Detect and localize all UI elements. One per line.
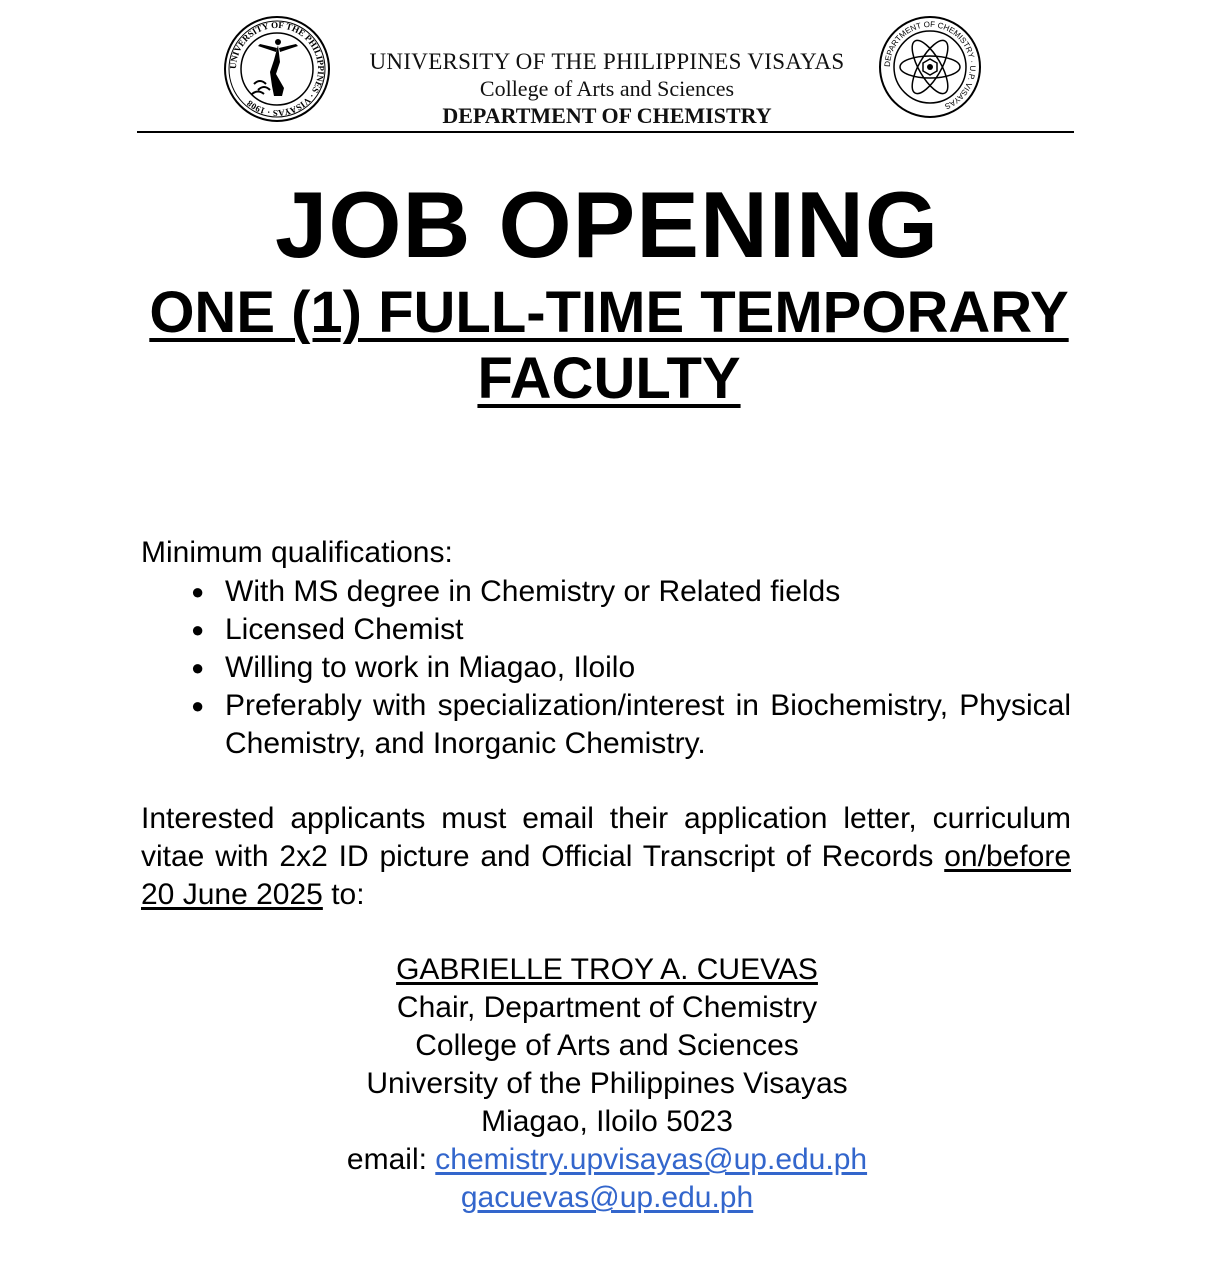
right-seal-text: DEPARTMENT OF CHEMISTRY · U.P. VISAYAS <box>882 19 978 111</box>
email-link-department[interactable]: chemistry.upvisayas@up.edu.ph <box>435 1143 868 1176</box>
contact-name: GABRIELLE TROY A. CUEVAS <box>396 953 818 986</box>
letterhead <box>137 12 1074 132</box>
instructions-suffix: to: <box>331 878 365 911</box>
list-item: ● Licensed Chemist <box>141 611 1071 649</box>
list-item: ● Preferably with specialization/interest in Biochemistry, Physical Chemistry, and Inorganic Chemistry. <box>191 689 1071 760</box>
email-label: email: <box>346 1143 427 1176</box>
bullet-icon: ● <box>191 655 205 680</box>
position-line-1: ONE (1) FULL-TIME TEMPORARY <box>149 280 1069 345</box>
contact-title: Chair, Department of Chemistry <box>396 991 818 1024</box>
qualifications-list <box>141 573 1071 763</box>
list-item: ● With MS degree in Chemistry or Related fields <box>141 573 1071 611</box>
contact-block <box>0 951 1214 1217</box>
list-item: ● Willing to work in Miagao, Iloilo <box>141 649 1071 687</box>
email-link-chair[interactable]: gacuevas@up.edu.ph <box>460 1181 754 1214</box>
up-seal-logo <box>222 14 332 124</box>
bullet-icon: ● <box>191 617 205 642</box>
bullet-icon: ● <box>191 693 205 718</box>
position-line-2: FACULTY <box>477 346 741 411</box>
department-name: DEPARTMENT OF CHEMISTRY <box>442 103 772 128</box>
contact-address: Miagao, Iloilo 5023 <box>481 1105 733 1138</box>
letterhead-text <box>337 48 877 129</box>
chemistry-department-seal-logo <box>877 14 983 120</box>
contact-university: University of the Philippines Visayas <box>366 1067 848 1100</box>
deadline: on/before 20 June 2025 <box>141 840 1072 911</box>
qualifications-heading: Minimum qualifications: <box>141 536 453 569</box>
university-name: UNIVERSITY OF THE PHILIPPINES VISAYAS <box>369 49 845 74</box>
college-name: College of Arts and Sciences <box>479 76 735 101</box>
bullet-icon: ● <box>191 579 205 604</box>
application-instructions <box>141 800 1071 914</box>
letterhead-divider <box>137 131 1074 133</box>
page-title: JOB OPENING <box>275 172 939 277</box>
left-seal-text: UNIVERSITY OF THE PHILIPPINES · VISAYAS · 1908 <box>227 19 327 119</box>
position-title <box>140 280 1078 412</box>
instructions-text: Interested applicants must email their application letter, curriculum vitae with 2x2 ID picture and Official Transcript of Records <box>141 802 1071 873</box>
contact-college: College of Arts and Sciences <box>415 1029 799 1062</box>
